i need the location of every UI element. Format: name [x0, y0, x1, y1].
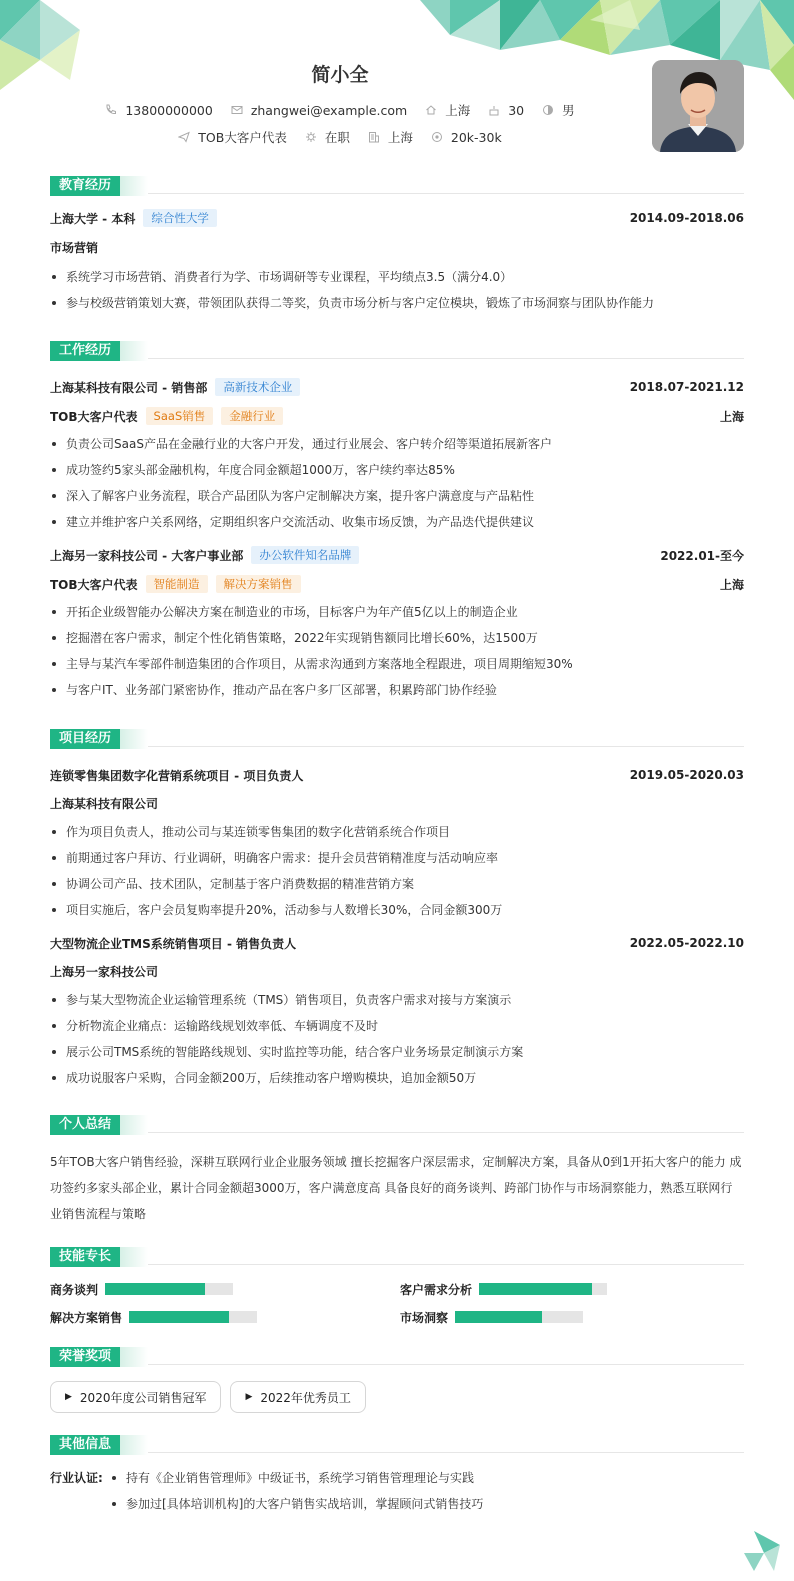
section-title-other [50, 1435, 744, 1455]
corner-triangle-decoration [744, 1531, 780, 1571]
list-item: 建立并维护客户关系网络，定期组织客户交流活动、收集市场反馈，为产品迭代提供建议 [50, 509, 744, 535]
job-tag: SaaS销售 [146, 407, 214, 425]
list-item: 与客户IT、业务部门紧密协作，推动产品在客户多厂区部署，积累跨部门协作经验 [50, 677, 744, 703]
list-item: 项目实施后，客户会员复购率提升20%，活动参与人数增长30%，合同金额300万 [50, 897, 744, 923]
phone-text: 13800000000 [125, 102, 213, 118]
project-name: 连锁零售集团数字化营销系统项目 - 项目负责人 [50, 768, 304, 783]
skill-level-bar [105, 1283, 233, 1295]
major: 市场营销 [50, 241, 99, 255]
summary-text: 5年TOB大客户销售经验，深耕互联网行业企业服务领域 擅长挖掘客户深层需求，定制解决方案，具备从0到1开拓大客户的能力 成功签约多家头部企业，累计合同金额超3000万，客户满意度高 具备良好的商务谈判、跨部门协作与市场洞察能力，熟悉互联网行业销售流程与策略 [50, 1155, 742, 1221]
job-date: 2022.01-至今 [660, 548, 744, 563]
project-entry [50, 764, 744, 923]
school-tag: 综合性大学 [143, 209, 217, 227]
section-title-projects [50, 729, 744, 749]
other-title: 其他信息 [50, 1435, 120, 1455]
project-bullets [50, 987, 744, 1091]
list-item: 持有《企业销售管理师》中级证书，系统学习销售管理理论与实践 [110, 1465, 483, 1491]
section-title-education [50, 176, 744, 196]
list-item: 成功签约5家头部金融机构，年度合同金额超1000万，客户续约率达85% [50, 457, 744, 483]
gender-info [542, 101, 575, 119]
job-tag: 金融行业 [221, 407, 283, 425]
job-bullets [50, 599, 744, 703]
list-item: 作为项目负责人，推动公司与某连锁零售集团的数字化营销系统合作项目 [50, 819, 744, 845]
list-item: 主导与某汽车零部件制造集团的合作项目，从需求沟通到方案落地全程跟进，项目周期缩短30% [50, 651, 744, 677]
skill-name: 商务谈判 [50, 1282, 99, 1297]
skills-section [50, 1247, 744, 1325]
summary-title: 个人总结 [50, 1115, 120, 1135]
section-divider [148, 193, 744, 194]
home-icon [425, 104, 437, 116]
job-tag: 解决方案销售 [216, 575, 301, 593]
email-info [231, 103, 407, 118]
list-item: 前期通过客户拜访、行业调研，明确客户需求：提升会员营销精准度与活动响应率 [50, 845, 744, 871]
job-header-row [50, 376, 744, 398]
projects-section [50, 729, 744, 1091]
list-item: 展示公司TMS系统的智能路线规划、实时监控等功能，结合客户业务场景定制演示方案 [50, 1039, 744, 1065]
candidate-name: 简小全 [311, 64, 369, 86]
phone-info [105, 103, 212, 118]
project-company: 上海某科技有限公司 [50, 797, 159, 811]
gender-icon [542, 104, 554, 116]
city-text: 上海 [445, 103, 471, 118]
list-item: 挖掘潜在客户需求，制定个性化销售策略，2022年实现销售额同比增长60%，达1500万 [50, 625, 744, 651]
school-name: 上海大学 - 本科 [50, 211, 136, 226]
section-divider [148, 1132, 744, 1133]
avatar-photo [652, 60, 744, 152]
awards-section [50, 1347, 744, 1413]
age-text: 30 [508, 102, 525, 118]
section-title-awards [50, 1347, 744, 1367]
job-city: 上海 [719, 409, 744, 424]
age-icon [488, 104, 500, 116]
email-text: zhangwei@example.com [250, 102, 408, 118]
send-icon [178, 131, 190, 143]
company-tag: 高新技术企业 [215, 378, 300, 396]
skill-item [400, 1309, 744, 1325]
skill-level-bar [455, 1311, 583, 1323]
status-text: 在职 [324, 130, 350, 145]
skills-grid [50, 1281, 744, 1325]
certification-label: 行业认证: [50, 1471, 103, 1485]
work-title: 工作经历 [50, 341, 120, 361]
skill-name: 市场洞察 [400, 1310, 449, 1325]
position-info [178, 128, 287, 146]
section-title-skills [50, 1247, 744, 1267]
building-icon [368, 131, 380, 143]
other-section [50, 1435, 744, 1517]
job-city: 上海 [719, 577, 744, 592]
salary-info [431, 130, 502, 145]
project-date: 2019.05-2020.03 [629, 768, 744, 782]
gender-text: 男 [562, 103, 575, 118]
job-header-row [50, 544, 744, 566]
awards-title: 荣誉奖项 [50, 1347, 120, 1367]
list-item: 参与校级营销策划大赛，带领团队获得二等奖，负责市场分析与客户定位模块，锻炼了市场洞察与团队协作能力 [50, 290, 744, 316]
project-bullets [50, 819, 744, 923]
company-name: 上海另一家科技公司 - 大客户事业部 [50, 548, 244, 563]
job-role-row [50, 573, 744, 595]
summary-section [50, 1115, 744, 1227]
contact-row-2 [0, 128, 680, 146]
salary-text: 20k-30k [450, 129, 502, 145]
education-header-row [50, 207, 744, 229]
section-title-work [50, 341, 744, 361]
list-item: 系统学习市场营销、消费者行为学、市场调研等专业课程，平均绩点3.5（满分4.0） [50, 264, 744, 290]
certification-bullets [110, 1465, 483, 1517]
phone-icon [105, 104, 117, 116]
project-name: 大型物流企业TMS系统销售项目 - 销售负责人 [50, 936, 297, 951]
list-item: 深入了解客户业务流程，联合产品团队为客户定制解决方案，提升客户满意度与产品粘性 [50, 483, 744, 509]
section-divider [148, 1452, 744, 1453]
project-header-row [50, 764, 744, 786]
awards-list [50, 1381, 744, 1413]
education-section [50, 176, 744, 316]
award-label: 2022年优秀员工 [260, 1390, 351, 1405]
city-info [425, 101, 470, 119]
status-icon [305, 131, 317, 143]
list-item: 参加过[具体培训机构]的大客户销售实战培训，掌握顾问式销售技巧 [110, 1491, 483, 1517]
mail-icon [231, 104, 243, 116]
section-divider [148, 358, 744, 359]
job-bullets [50, 431, 744, 535]
education-date: 2014.09-2018.06 [629, 211, 744, 225]
contact-row-1 [0, 101, 680, 119]
skill-level-bar [479, 1283, 607, 1295]
skill-item [400, 1281, 744, 1297]
work-section [50, 341, 744, 703]
work-city-info [368, 128, 413, 146]
resume-header [0, 0, 794, 170]
work-city-text: 上海 [387, 130, 413, 145]
projects-title: 项目经历 [50, 729, 120, 749]
project-company: 上海另一家科技公司 [50, 965, 159, 979]
skill-level-bar [129, 1311, 257, 1323]
job-date: 2018.07-2021.12 [629, 380, 744, 394]
award-label: 2020年度公司销售冠军 [79, 1390, 207, 1405]
award-item [50, 1381, 221, 1413]
list-item: 负责公司SaaS产品在金融行业的大客户开发，通过行业展会、客户转介绍等渠道拓展新客户 [50, 431, 744, 457]
job-entry [50, 376, 744, 535]
other-info [50, 1465, 744, 1517]
job-entry [50, 544, 744, 703]
job-role: TOB大客户代表 [50, 577, 138, 592]
skill-item [50, 1281, 400, 1297]
status-info [305, 128, 350, 146]
skills-title: 技能专长 [50, 1247, 120, 1267]
section-divider [148, 1264, 744, 1265]
age-info [488, 103, 524, 118]
section-divider [148, 1364, 744, 1365]
project-header-row [50, 932, 744, 954]
list-item: 成功说服客户采购，合同金额200万，后续推动客户增购模块，追加金额50万 [50, 1065, 744, 1091]
job-role-row [50, 405, 744, 427]
play-triangle-icon: ▶ [245, 1392, 253, 1402]
education-title: 教育经历 [50, 176, 120, 196]
skill-name: 客户需求分析 [400, 1282, 473, 1297]
company-tag: 办公软件知名品牌 [251, 546, 359, 564]
salary-icon [431, 131, 443, 143]
award-item [230, 1381, 365, 1413]
list-item: 协调公司产品、技术团队，定制基于客户消费数据的精准营销方案 [50, 871, 744, 897]
project-entry [50, 932, 744, 1091]
list-item: 开拓企业级智能办公解决方案在制造业的市场，目标客户为年产值5亿以上的制造企业 [50, 599, 744, 625]
list-item: 分析物流企业痛点：运输路线规划效率低、车辆调度不及时 [50, 1013, 744, 1039]
list-item: 参与某大型物流企业运输管理系统（TMS）销售项目，负责客户需求对接与方案演示 [50, 987, 744, 1013]
position-text: TOB大客户代表 [198, 130, 287, 145]
section-divider [148, 746, 744, 747]
skill-item [50, 1309, 400, 1325]
education-bullets [50, 264, 744, 316]
skill-name: 解决方案销售 [50, 1310, 123, 1325]
project-date: 2022.05-2022.10 [629, 936, 744, 950]
section-title-summary [50, 1115, 744, 1135]
company-name: 上海某科技有限公司 - 销售部 [50, 380, 208, 395]
play-triangle-icon: ▶ [65, 1392, 72, 1402]
job-role: TOB大客户代表 [50, 409, 138, 424]
job-tag: 智能制造 [146, 575, 208, 593]
